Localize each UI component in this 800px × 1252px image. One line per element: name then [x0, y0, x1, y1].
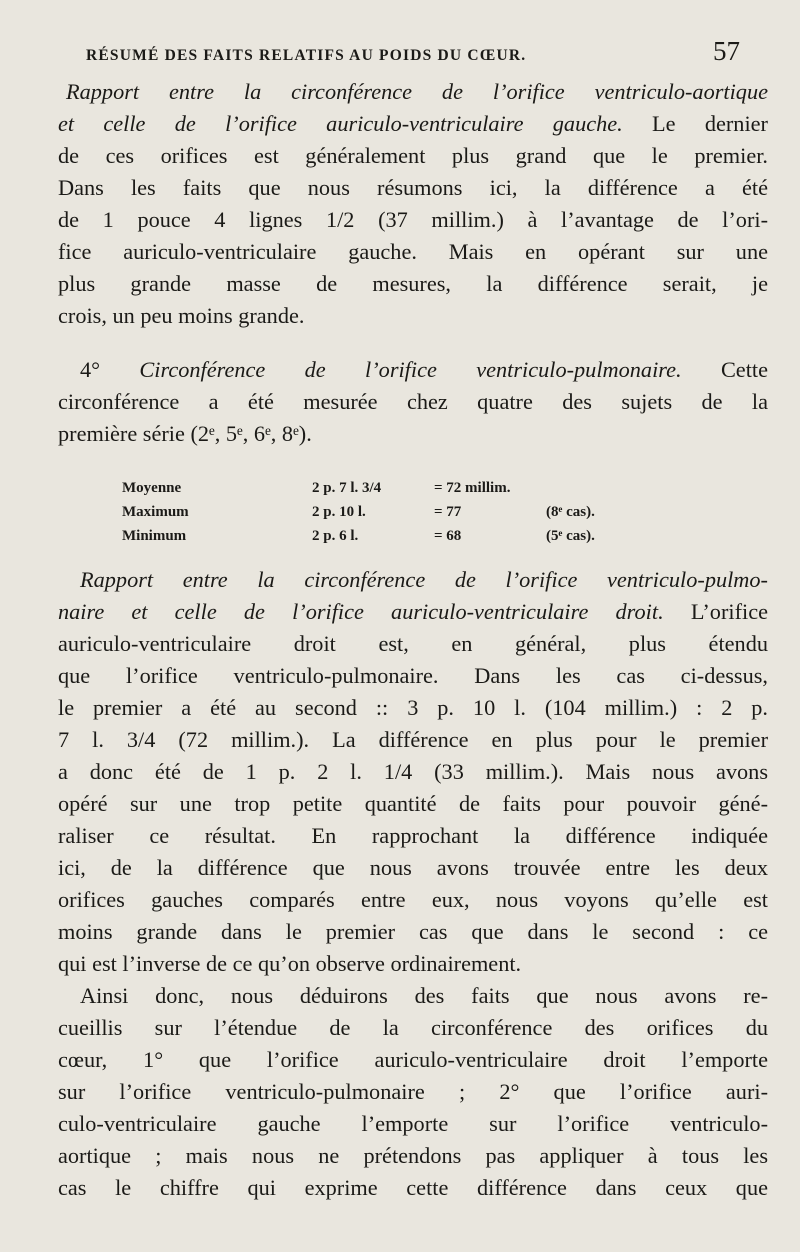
measurement-table [122, 476, 626, 548]
row-millimeters: = 68 [434, 528, 462, 544]
page-body [58, 76, 768, 450]
text-line: Ainsi donc, nous déduirons des faits que nous avons re- [80, 983, 768, 1008]
text-line: de 1 pouce 4 lignes 1/2 (37 millim.) à l’avantage de l’ori- [58, 207, 768, 232]
table-row [122, 524, 626, 548]
text-line: aortique ; mais nous ne prétendons pas appliquer à tous les [58, 1143, 768, 1168]
row-value: 2 p. 10 l. [312, 504, 366, 520]
text-line: Dans les faits que nous résumons ici, la différence a été [58, 175, 768, 200]
page-body-continued [58, 564, 768, 1204]
text-line: plus grande masse de mesures, la différence serait, je [58, 271, 768, 296]
row-label: Maximum [122, 504, 189, 520]
table-row [122, 500, 626, 524]
text-line: fice auriculo-ventriculaire gauche. Mais en opérant sur une [58, 239, 768, 264]
text-line: le premier a été au second :: 3 p. 10 l. (104 millim.) : 2 p. [58, 695, 768, 720]
row-case [546, 476, 626, 500]
text-line: cas le chiffre qui exprime cette différence dans ceux que [58, 1175, 768, 1200]
text-line: orifices gauches comparés entre eux, nous voyons qu’elle est [58, 887, 768, 912]
text-line: Rapport entre la circonférence de l’orifice ventriculo-pulmo- [80, 567, 768, 592]
text-line: et celle de l’orifice auriculo-ventriculaire gauche. Le dernier [58, 111, 768, 136]
text-line: que l’orifice ventriculo-pulmonaire. Dans les cas ci-dessus, [58, 663, 768, 688]
text-line: a donc été de 1 p. 2 l. 1/4 (33 millim.). Mais nous avons [58, 759, 768, 784]
text-line: cueillis sur l’étendue de la circonférence des orifices du [58, 1015, 768, 1040]
text-line: sur l’orifice ventriculo-pulmonaire ; 2° que l’orifice auri- [58, 1079, 768, 1104]
text-line: moins grande dans le premier cas que dans le second : ce [58, 919, 768, 944]
row-value: 2 p. 6 l. [312, 528, 359, 544]
text-line: qui est l’inverse de ce qu’on observe ordinairement. [58, 951, 522, 976]
text-line: raliser ce résultat. En rapprochant la différence indiquée [58, 823, 768, 848]
row-millimeters: = 77 [434, 504, 462, 520]
row-label: Minimum [122, 528, 187, 544]
row-label: Moyenne [122, 480, 182, 496]
table-row [122, 476, 626, 500]
text-line: Rapport entre la circonférence de l’orifice ventriculo-aortique [66, 79, 768, 104]
text-line: 4° Circonférence de l’orifice ventriculo-pulmonaire. Cette [80, 357, 768, 382]
row-millimeters: = 72 millim. [434, 480, 511, 496]
running-title: RÉSUMÉ DES FAITS RELATIFS AU POIDS DU CŒUR. [86, 47, 527, 64]
row-value: 2 p. 7 l. 3/4 [312, 480, 382, 496]
text-line: auriculo-ventriculaire droit est, en général, plus étendu [58, 631, 768, 656]
page-header [86, 36, 740, 67]
text-line: opéré sur une trop petite quantité de faits pour pouvoir géné- [58, 791, 768, 816]
text-line: de ces orifices est généralement plus grand que le premier. [58, 143, 768, 168]
text-line: première série (2ᵉ, 5ᵉ, 6ᵉ, 8ᵉ). [58, 421, 312, 446]
text-line: circonférence a été mesurée chez quatre des sujets de la [58, 389, 768, 414]
text-line: culo-ventriculaire gauche l’emporte sur l’orifice ventriculo- [58, 1111, 768, 1136]
text-line: cœur, 1° que l’orifice auriculo-ventriculaire droit l’emporte [58, 1047, 768, 1072]
text-line: ici, de la différence que nous avons trouvée entre les deux [58, 855, 768, 880]
row-case: (5ᵉ cas). [546, 528, 595, 544]
page-number: 57 [713, 36, 740, 66]
text-line: crois, un peu moins grande. [58, 303, 305, 328]
text-line: naire et celle de l’orifice auriculo-ventriculaire droit. L’orifice [58, 599, 768, 624]
row-case: (8ᵉ cas). [546, 504, 595, 520]
text-line: 7 l. 3/4 (72 millim.). La différence en plus pour le premier [58, 727, 768, 752]
